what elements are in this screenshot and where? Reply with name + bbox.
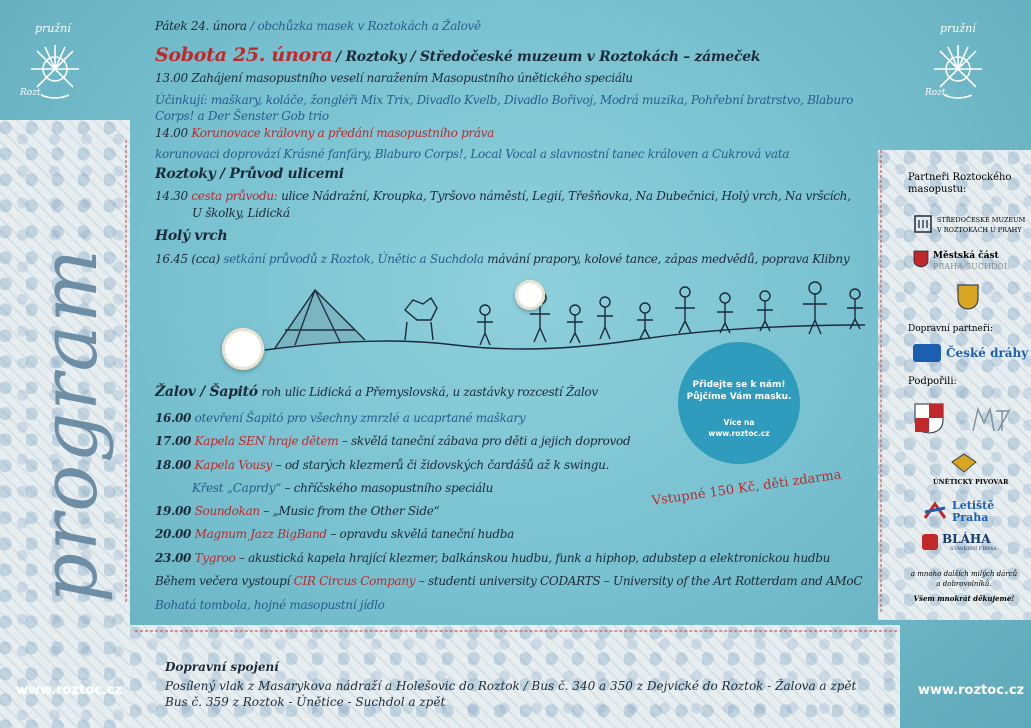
letiste-logo-icon — [922, 498, 948, 524]
event-text: – opravdu skvělá taneční hudba — [330, 527, 514, 541]
event-row — [155, 126, 494, 140]
thanks-line: a mnoho dalších milých dárců — [910, 570, 1018, 578]
logo-sub-right: Rozt. — [925, 88, 949, 98]
blaha-logo-icon — [922, 534, 938, 550]
transport-partners-title: Dopravní partneři: — [908, 324, 994, 334]
url-left[interactable]: www.roztoc.cz — [16, 683, 123, 698]
holy-vrch-text: mávání prapory, kolové tance, zápas medvědů, poprava Klibny — [487, 252, 850, 266]
saturday-date: Sobota 25. února — [155, 44, 333, 66]
logo-sub-left: Rozt. — [20, 88, 44, 98]
route-text: ulice Nádražní, Kroupka, Tyršovo náměstí, Legií, Třešňovka, Na Dubečnici, Holý vrch, Na vršcích, — [281, 189, 851, 203]
holy-vrch-row — [155, 252, 849, 266]
pivovar-logo-icon — [950, 452, 978, 474]
msmt-logo-icon — [970, 405, 1014, 435]
promo-line: Přidejte se k nám! — [692, 380, 786, 390]
event-text: otevření Šapitó pro všechny zmrzlé a ucaprtané maškary — [194, 411, 526, 425]
evening-act: CIR Circus Company — [293, 574, 416, 588]
event-time: 16.00 — [155, 411, 192, 425]
transport-line: Posílený vlak z Masarykova nádraží a Holešovic do Roztok / Bus č. 340 a 350 z Dejvické do Roztok - Žalova a zpět — [165, 679, 857, 693]
event-act: Křest „Caprdy“ — [192, 481, 281, 495]
evening-line — [155, 574, 862, 588]
event-act: Kapela SEN hraje dětem — [194, 434, 339, 448]
zalov-event — [192, 481, 493, 495]
tombola-line: Bohatá tombola, hojné masopustní jídlo — [155, 598, 385, 612]
partners-title-2: masopustu: — [908, 184, 967, 195]
muzeum-name: STŘEDOČESKÉ MUZEUM — [937, 216, 1026, 224]
event-row — [155, 71, 633, 85]
pruvod-route-2: U školky, Lidická — [192, 206, 290, 220]
thanks-line-3: Všem mnokrát děkujeme! — [913, 594, 1015, 603]
parade-illustration — [255, 270, 875, 370]
blaha-sub: STAVEBNÍ FIRMA — [950, 546, 997, 552]
event-text: – od starých klezmerů či židovských čardášů až k swingu. — [275, 458, 610, 472]
fabric-bottom — [130, 625, 900, 728]
cd-label: České dráhy — [946, 346, 1029, 360]
zalov-event — [155, 411, 525, 425]
zalov-heading: Žalov / Šapitó — [155, 384, 258, 400]
event-time: 19.00 — [155, 504, 192, 518]
zalov-event — [155, 434, 630, 448]
cd-logo-icon — [913, 344, 941, 362]
transport-title: Dopravní spojení — [165, 660, 279, 674]
program-title — [0, 200, 130, 620]
promo-line: Více na — [723, 418, 755, 427]
zalov-event — [155, 551, 830, 565]
event-time: 23.00 — [155, 551, 192, 565]
kraj-crest-icon — [913, 402, 945, 434]
promo-line: Půjčíme Vám masku. — [686, 392, 792, 402]
pivovar-label: ÚNĚTICKÝ PIVOVAR — [933, 478, 1009, 486]
route-label: cesta průvodu: — [191, 189, 278, 203]
stitch-line — [880, 150, 882, 612]
thanks-line-2: a dobrovolníků. — [936, 580, 992, 588]
holy-vrch-label: setkání průvodů z Roztok, Únětic a Suchdola — [223, 252, 484, 266]
unetice-crest-icon — [957, 284, 979, 310]
event-time: 18.00 — [155, 458, 192, 472]
evening-prefix: Během večera vystoupí — [155, 574, 291, 588]
zalov-event — [155, 458, 609, 472]
zalov-event — [155, 527, 514, 541]
saturday-place: / Roztoky / Středočeské muzeum v Roztokách – zámeček — [336, 49, 761, 65]
friday-desc: / obchůzka masek v Roztokách a Žalově — [250, 19, 481, 33]
price-note: Vstupné 150 Kč, děti zdarma — [650, 467, 843, 509]
performers-line-2: Corps! a Der Šenster Gob trio — [155, 109, 329, 123]
stitch-line — [135, 630, 897, 632]
letiste-label-2: Praha — [952, 511, 989, 524]
support-title: Podpořili: — [908, 376, 957, 387]
muzeum-name-2: V ROZTOKÁCH U PRAHY — [937, 226, 1022, 234]
event-text: Korunovace královny a předání masopustního práva — [191, 126, 495, 140]
event-act: Magnum Jazz BigBand — [194, 527, 327, 541]
saturday-line — [155, 44, 760, 66]
blaha-label: BLÁHA — [942, 532, 991, 546]
zalov-place: roh ulic Lidická a Přemyslovská, u zastávky rozcestí Žalov — [261, 385, 598, 399]
decorative-button — [515, 280, 545, 310]
muzeum-logo-icon — [913, 214, 933, 234]
event-act: Soundokan — [194, 504, 260, 518]
event-time: 14.00 — [155, 126, 188, 140]
praha-label: Městská část — [933, 251, 999, 261]
pruvod-route — [155, 189, 851, 203]
event-text: – skvělá taneční zábava pro děti a jejich doprovod — [341, 434, 631, 448]
friday-line — [155, 19, 481, 33]
event-time: 17.00 — [155, 434, 192, 448]
event-time: 14.30 — [155, 189, 188, 203]
event-text: – „Music from the Other Side“ — [263, 504, 440, 518]
pruvod-heading: Roztoky / Průvod ulicemi — [155, 166, 344, 182]
mask-promo-badge[interactable] — [678, 342, 800, 464]
decorative-button — [222, 328, 264, 370]
zalov-heading-line — [155, 384, 598, 400]
event-time: 16.45 (cca) — [155, 252, 220, 266]
promo-url[interactable]: www.roztoc.cz — [708, 429, 770, 438]
event-time: 20.00 — [155, 527, 192, 541]
letiste-label: Letiště — [952, 499, 995, 512]
transport-line-2: Bus č. 359 z Roztok - Únětice - Suchdol a zpět — [165, 695, 446, 709]
event-text: – akustická kapela hrající klezmer, balkánskou hudbu, funk a hiphop, adubstep a elektronickou hudbu — [238, 551, 831, 565]
event-act: Kapela Vousy — [194, 458, 273, 472]
program-word: program — [25, 247, 115, 603]
logo-text-left: pružní — [35, 22, 71, 35]
praha-label-2: PRAHA-SUCHDOL — [933, 262, 1010, 271]
partners-title: Partneři Roztockého — [908, 172, 1012, 183]
url-right[interactable]: www.roztoc.cz — [918, 683, 1025, 698]
event-text: Zahájení masopustního veselí naražením Masopustního únětického speciálu — [191, 71, 633, 85]
coronation-desc: korunovaci doprovází Krásné fanfáry, Blaburo Corps!, Local Vocal a slavnostní tanec královen a Cukrová vata — [155, 147, 790, 161]
event-act: Tygroo — [194, 551, 236, 565]
friday-date: Pátek 24. února — [155, 19, 247, 33]
evening-text: – studenti university CODARTS – University of the Art Rotterdam and AMoC — [418, 574, 863, 588]
logo-text-right: pružní — [940, 22, 976, 35]
performers-line: Účinkují: maškary, koláče, žongléři Mix Trix, Divadlo Kvelb, Divadlo Bořivoj, Modrá muzika, Pohřební bratrstvo, Blaburo — [155, 93, 854, 107]
holy-vrch-heading: Holý vrch — [155, 228, 228, 244]
event-text: – chříčského masopustního speciálu — [284, 481, 494, 495]
suchdol-crest-icon — [913, 250, 929, 268]
event-time: 13.00 — [155, 71, 188, 85]
zalov-event — [155, 504, 439, 518]
